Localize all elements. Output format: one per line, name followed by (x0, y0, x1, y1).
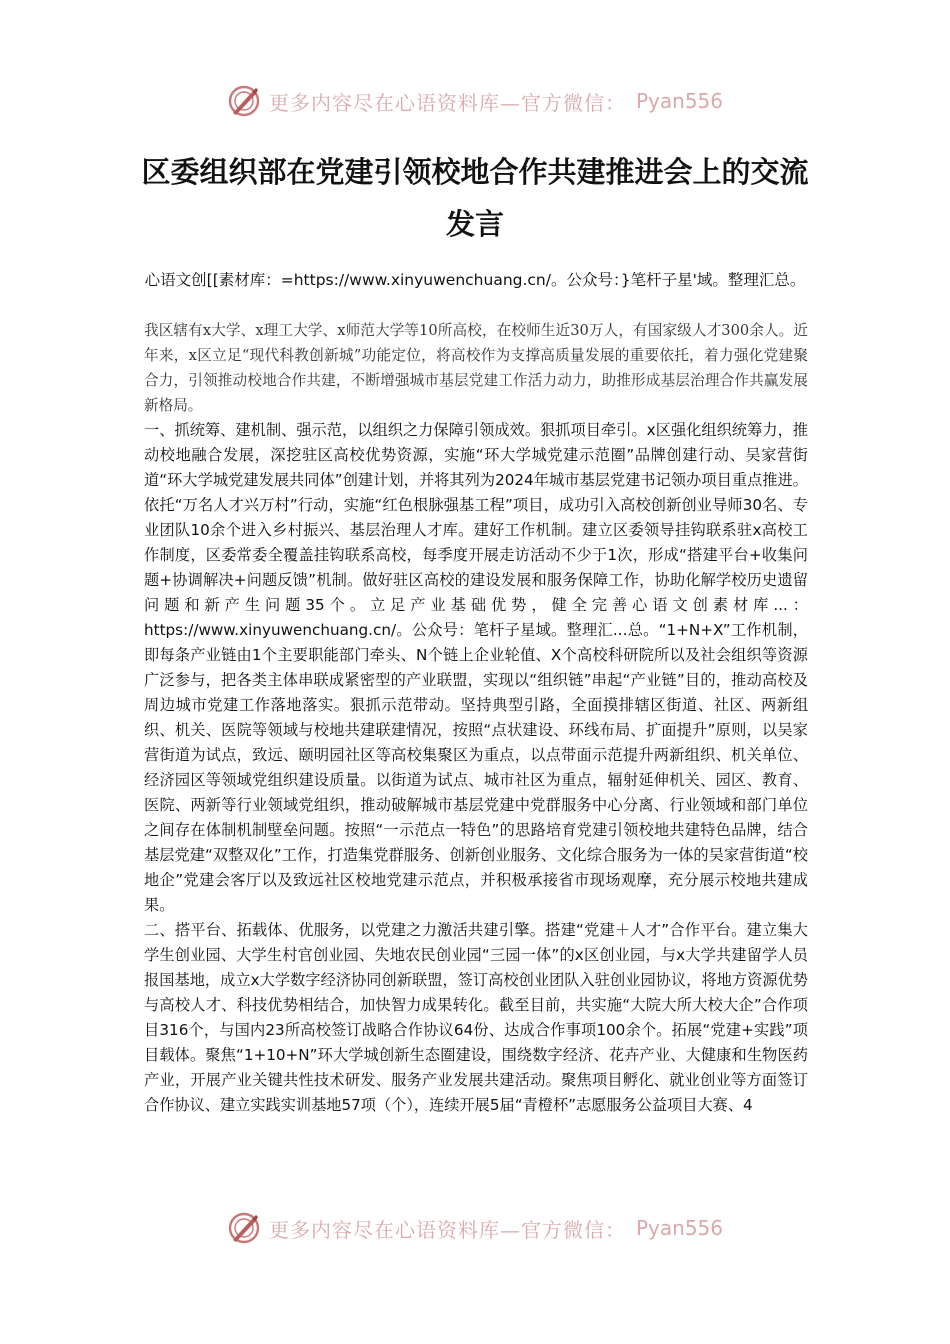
watermark-wechat-id: Pyan556 (635, 1216, 723, 1240)
brush-logo-icon (227, 84, 261, 118)
section-1-paragraph: 一、抓统筹、建机制、强示范，以组织之力保障引领成效。狠抓项目牵引。x区强化组织统筹力，推动校地融合发展，深挖驻区高校优势资源，实施“环大学城党建示范圈”品牌创建行动、吴家营街道“环大学城党建发展共同体”创建计划，并将其列为2024年城市基层党建书记领办项目重点推进。依托“万名人才兴万村”行动，实施“红色根脉强基工程”项目，成功引入高校创新创业导师30名、专业团队10余个进入乡村振兴、基层治理人才库。建好工作机制。建立区委领导挂钩联系驻x高校工作制度，区委常委全覆盖挂钩联系高校，每季度开展走访活动不少于1次，形成“搭建平台+收集问题+协调解决+问题反馈”机制。做好驻区高校的建设发展和服务保障工作，协助化解学校历史遗留问题和新产生问题35个。立足产业基础优势，健全完善心语文创素材库...：https://www.xinyuwenchuang.cn/。公众号：笔杆子星域。整理汇...总。“1+N+X”工作机制，即每条产业链由1个主要职能部门牵头、N个链上企业轮值、X个高校科研院所以及社会组织等资源广泛参与，把各类主体串联成紧密型的产业联盟，实现以“组织链”串起“产业链”目的，推动高校及周边城市党建工作落地落实。狠抓示范带动。坚持典型引路，全面摸排辖区街道、社区、两新组织、机关、医院等领域与校地共建联建情况，按照“点状建设、环线布局、扩面提升”原则，以吴家营街道为试点，致远、颐明园社区等高校集聚区为重点，以点带面示范提升两新组织、机关单位、经济园区等领域党组织建设质量。以街道为试点、城市社区为重点，辐射延伸机关、园区、教育、医院、两新等行业领域党组织，推动破解城市基层党建中党群服务中心分离、行业领域和部门单位之间存在体制机制壁垒问题。按照“一示范点一特色”的思路培育党建引领校地共建特色品牌，结合基层党建“双整双化”工作，打造集党群服务、创新创业服务、文化综合服务为一体的吴家营街道“校地企”党建会客厅以及致远社区校地党建示范点，并积极承接省市现场观摩，充分展示校地共建成果。 (144, 421, 808, 914)
brush-logo-icon (227, 1211, 261, 1245)
intro-paragraph: 我区辖有x大学、x理工大学、x师范大学等10所高校，在校师生近30万人，有国家级人才300余人。近年来，x区立足“现代科教创新城”功能定位，将高校作为支撑高质量发展的重要依托，着力强化党建聚合力，引领推动校地合作共建，不断增强城市基层党建工作活力动力，助推形成基层治理合作共赢发展新格局。 (144, 322, 808, 414)
document-title: 区委组织部在党建引领校地合作共建推进会上的交流发言 (141, 155, 809, 241)
watermark-header (0, 84, 950, 118)
watermark-text: 更多内容尽在心语资料库—官方微信： (268, 90, 626, 115)
watermark-wechat-id: Pyan556 (635, 89, 723, 113)
watermark-text: 更多内容尽在心语资料库—官方微信： (268, 1217, 626, 1242)
watermark-footer (0, 1211, 950, 1245)
section-2-paragraph: 二、搭平台、拓载体、优服务，以党建之力激活共建引擎。搭建“党建＋人才”合作平台。建立集大学生创业园、大学生村官创业园、失地农民创业园“三园一体”的x区创业园，与x大学共建留学人员报国基地，成立x大学数字经济协同创新联盟，签订高校创业团队入驻创业园协议，将地方资源优势与高校人才、科技优势相结合，加快智力成果转化。截至目前，共实施“大院大所大校大企”合作项目316个，与国内23所高校签订战略合作协议64份、达成合作事项100余个。拓展“党建+实践”项目载体。聚焦“1+10+N”环大学城创新生态圈建设，围绕数字经济、花卉产业、大健康和生物医药产业，开展产业关键共性技术研发、服务产业发展共建活动。聚焦项目孵化、就业创业等方面签订合作协议、建立实践实训基地57项（个），连续开展5届“青橙杯”志愿服务公益项目大赛、4 (144, 921, 808, 1114)
source-note: 心语文创[[素材库：=https://www.xinyuwenchuang.cn/。公众号：}笔杆子星'域。整理汇总。 (144, 271, 806, 289)
document-body (144, 318, 808, 1118)
